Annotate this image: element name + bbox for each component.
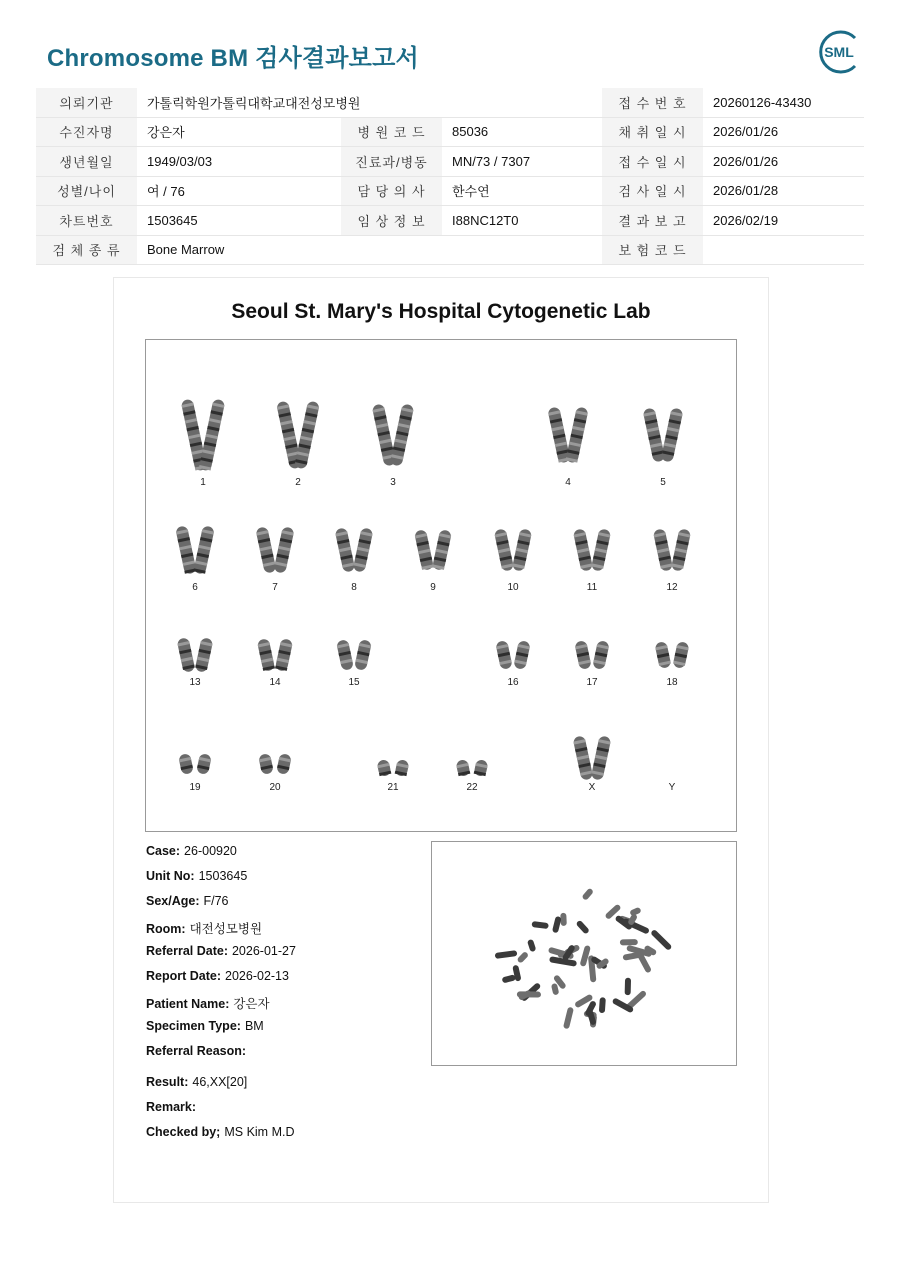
case-field-value: 대전성모병원 <box>189 922 263 936</box>
case-field <box>146 1075 247 1089</box>
case-field-label: Unit No: <box>146 869 195 883</box>
info-value: 2026/01/28 <box>703 176 864 206</box>
chromosome-label: 11 <box>586 582 598 593</box>
info-label: 의뢰기관 <box>36 88 137 117</box>
chromosome-label: 15 <box>348 677 360 688</box>
info-label: 접 수 일 시 <box>602 147 703 177</box>
report-sheet <box>113 277 769 1203</box>
chromosome-label: 18 <box>666 677 678 688</box>
info-label: 성별/나이 <box>36 176 137 206</box>
chromosome-label: 22 <box>466 782 478 793</box>
case-field <box>146 969 289 983</box>
info-value: 여 / 76 <box>137 176 341 206</box>
metaphase-chromosome <box>620 939 638 945</box>
metaphase-chromosome <box>531 921 548 929</box>
chromosome-pair-5 <box>643 407 684 462</box>
chromosome-label: Y <box>668 782 676 793</box>
chromosome-pair-22 <box>455 759 488 777</box>
chromosome-pair-13 <box>177 637 214 673</box>
chromosome-pair-18 <box>654 641 689 669</box>
info-row <box>36 176 864 206</box>
chromosome-pair-9 <box>414 529 452 571</box>
karyogram-panel <box>145 339 737 832</box>
info-row <box>36 147 864 177</box>
info-table <box>36 88 864 265</box>
case-field-value: BM <box>244 1019 264 1033</box>
info-value: MN/73 / 7307 <box>442 147 602 177</box>
metaphase-chromosome <box>581 888 594 901</box>
info-label: 진료과/병동 <box>341 147 442 177</box>
info-value: 가톨릭학원가톨릭대학교대전성모병원 <box>137 88 602 117</box>
info-value <box>703 235 864 265</box>
chromosome-label: 17 <box>586 677 598 688</box>
info-value: 2026/02/19 <box>703 206 864 236</box>
logo-text: SML <box>824 44 854 60</box>
info-value: 한수연 <box>442 176 602 206</box>
case-field-label: Case: <box>146 844 181 858</box>
info-row <box>36 206 864 236</box>
metaphase-chromosome <box>516 951 529 964</box>
info-label: 임 상 정 보 <box>341 206 442 236</box>
case-field <box>146 944 296 958</box>
metaphase-chromosome <box>599 997 606 1013</box>
metaphase-spread <box>432 842 736 1065</box>
info-row <box>36 235 864 265</box>
chromosome-pair-4 <box>547 406 588 463</box>
case-field-value: 1503645 <box>198 869 248 883</box>
lab-title: Seoul St. Mary's Hospital Cytogenetic Lab <box>231 300 651 323</box>
chromosome-label: 9 <box>430 582 436 593</box>
karyogram <box>146 340 736 831</box>
page-title: Chromosome BM 검사결과보고서 <box>47 45 419 72</box>
case-field-label: Checked by; <box>146 1125 221 1139</box>
metaphase-chromosome <box>502 974 516 983</box>
sml-logo <box>815 28 863 76</box>
chromosome-pair-X <box>573 735 612 781</box>
chromosome-pair-11 <box>573 528 611 572</box>
chromosome-label: 4 <box>565 477 571 488</box>
chromosome-label: 5 <box>660 477 666 488</box>
metaphase-chromosome <box>575 920 589 935</box>
chromosome-label: 13 <box>189 677 201 688</box>
case-field-value: F/76 <box>203 894 229 908</box>
chromosome-pair-7 <box>255 526 294 573</box>
chromosome-pair-20 <box>258 753 292 775</box>
metaphase-chromosome <box>552 916 562 933</box>
metaphase-chromosome <box>625 978 631 996</box>
chromosome-pair-10 <box>494 528 532 572</box>
chromosome-label: 14 <box>269 677 281 688</box>
info-label: 담 당 의 사 <box>341 176 442 206</box>
case-field-value: 26-00920 <box>184 844 237 858</box>
case-field-value: MS Kim M.D <box>224 1125 295 1139</box>
chromosome-pair-12 <box>653 528 691 572</box>
info-value: 2026/01/26 <box>703 117 864 147</box>
info-row <box>36 117 864 147</box>
chromosome-label: 19 <box>189 782 201 793</box>
case-field <box>146 844 237 858</box>
case-field-label: Room: <box>146 922 186 936</box>
info-value: 2026/01/26 <box>703 147 864 177</box>
metaphase-image-panel <box>431 841 737 1066</box>
info-value: 1949/03/03 <box>137 147 341 177</box>
chromosome-label: 16 <box>507 677 519 688</box>
chromosome-label: 10 <box>507 582 519 593</box>
chromosome-label: 12 <box>666 582 678 593</box>
chromosome-pair-16 <box>495 640 531 670</box>
info-label: 수진자명 <box>36 117 137 147</box>
chromosome-label: 7 <box>272 582 278 593</box>
chromosome-label: 6 <box>192 582 198 593</box>
info-label: 검 사 일 시 <box>602 176 703 206</box>
case-field <box>146 894 229 908</box>
chromosome-pair-8 <box>335 527 374 573</box>
info-value: 85036 <box>442 117 602 147</box>
info-label: 차트번호 <box>36 206 137 236</box>
chromosome-label: X <box>588 782 596 793</box>
case-field-label: Report Date: <box>146 969 222 983</box>
case-field <box>146 1100 200 1114</box>
info-value: 1503645 <box>137 206 341 236</box>
info-label: 검 체 종 류 <box>36 235 137 265</box>
case-field-value: 2026-02-13 <box>225 969 289 983</box>
metaphase-chromosome <box>551 983 559 996</box>
info-value: Bone Marrow <box>137 235 602 265</box>
chromosome-label: 2 <box>295 477 301 488</box>
metaphase-chromosome <box>563 1007 574 1030</box>
info-value: 20260126-43430 <box>703 88 864 117</box>
chromosome-pair-6 <box>175 525 215 574</box>
case-field-label: Referral Date: <box>146 944 228 958</box>
case-field-label: Remark: <box>146 1100 197 1114</box>
chromosome-pair-17 <box>574 640 610 670</box>
case-field-label: Sex/Age: <box>146 894 200 908</box>
chromosome-pair-15 <box>336 639 372 671</box>
case-field-label: Referral Reason: <box>146 1044 247 1058</box>
case-field <box>146 1019 264 1033</box>
case-field-value: 강은자 <box>233 997 270 1011</box>
info-label: 결 과 보 고 <box>602 206 703 236</box>
info-label: 생년월일 <box>36 147 137 177</box>
case-field <box>146 994 270 1012</box>
info-label: 접 수 번 호 <box>602 88 703 117</box>
metaphase-chromosome <box>495 950 518 959</box>
case-field-value: 46,XX[20] <box>192 1075 248 1089</box>
info-label: 병 원 코 드 <box>341 117 442 147</box>
metaphase-chromosome <box>560 913 567 926</box>
metaphase-chromosome <box>650 929 672 951</box>
chromosome-label: 3 <box>390 477 396 488</box>
info-label: 보 험 코 드 <box>602 235 703 265</box>
case-field <box>146 1125 294 1139</box>
case-field <box>146 919 262 937</box>
info-value: I88NC12T0 <box>442 206 602 236</box>
chromosome-pair-1 <box>181 399 226 472</box>
case-field-label: Specimen Type: <box>146 1019 241 1033</box>
chromosome-label: 8 <box>351 582 357 593</box>
info-row <box>36 88 864 117</box>
chromosome-pair-3 <box>372 403 415 466</box>
chromosome-pair-14 <box>257 638 293 672</box>
case-field <box>146 869 247 883</box>
chromosome-label: 1 <box>200 477 206 488</box>
chromosome-label: 20 <box>269 782 281 793</box>
chromosome-label: 21 <box>387 782 399 793</box>
chromosome-pair-21 <box>376 759 409 777</box>
metaphase-chromosome <box>527 939 536 952</box>
chromosome-pair-19 <box>178 753 212 775</box>
case-field-label: Patient Name: <box>146 997 230 1011</box>
case-field-value: 2026-01-27 <box>231 944 296 958</box>
info-label: 채 취 일 시 <box>602 117 703 147</box>
case-field <box>146 1044 250 1058</box>
info-value: 강은자 <box>137 117 341 147</box>
case-field-label: Result: <box>146 1075 189 1089</box>
chromosome-pair-2 <box>276 400 320 469</box>
